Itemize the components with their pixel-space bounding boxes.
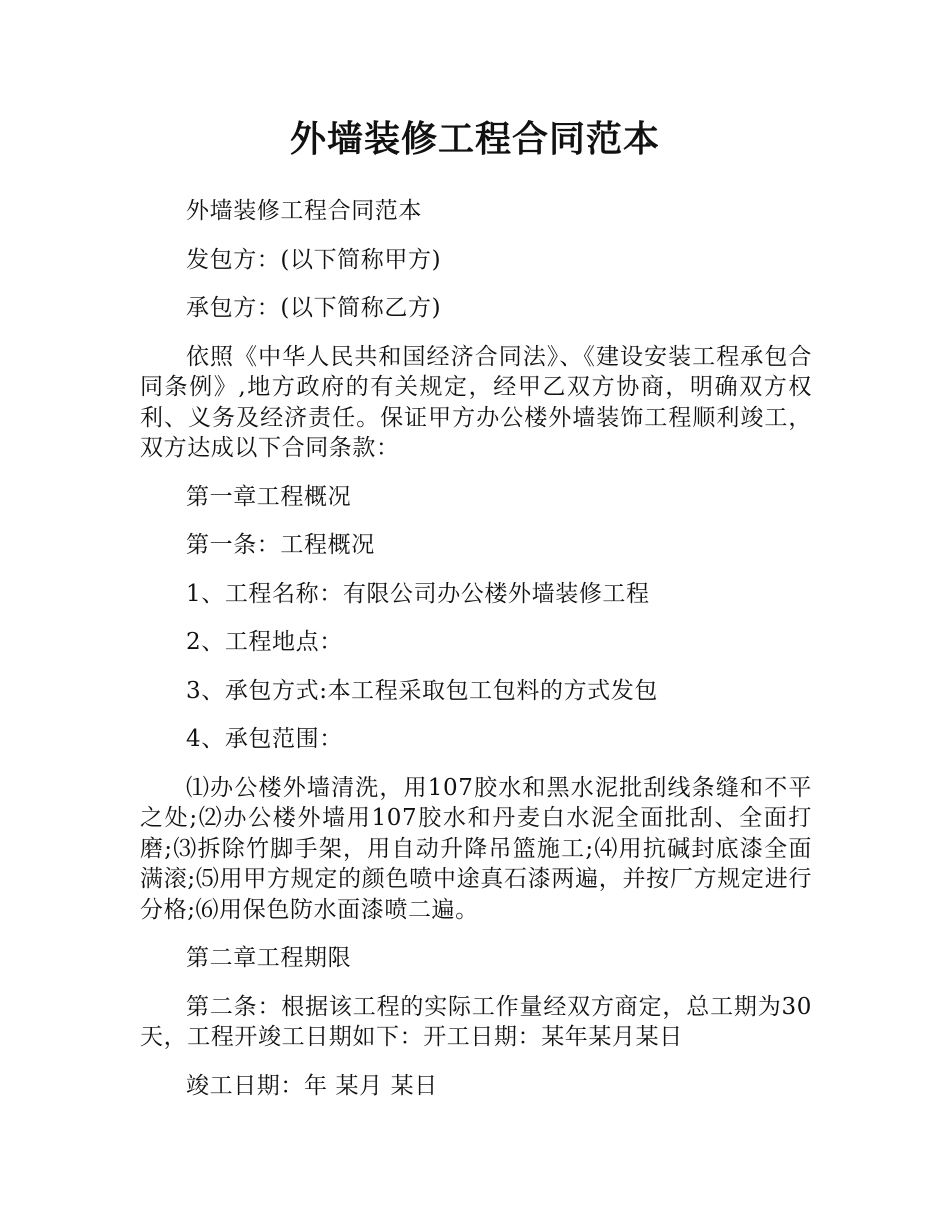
chapter-2-heading: 第二章工程期限 (186, 945, 352, 971)
preamble-paragraph: 依照《中华人民共和国经济合同法》、《建设安装工程承包合同条例》,地方政府的有关规定，经甲乙双方协商，明确双方权利、义务及经济责任。保证甲方办公楼外墙装饰工程顺利竣工，双方达成以下合同条款： (140, 343, 812, 461)
scope-details-paragraph: ⑴办公楼外墙清洗，用107胶水和黑水泥批刮线条缝和不平之处;⑵办公楼外墙用107胶水和丹麦白水泥全面批刮、全面打磨;⑶拆除竹脚手架，用自动升降吊篮施工;⑷用抗碱封底漆全面满滚;⑸用甲方规定的颜色喷中途真石漆两遍，并按厂方规定进行分格;⑹用保色防水面漆喷二遍。 (140, 774, 812, 923)
subtitle-paragraph: 外墙装修工程合同范本 (186, 198, 422, 224)
completion-date-paragraph: 竣工日期：年 某月 某日 (186, 1072, 438, 1099)
article-2-paragraph: 第二条：根据该工程的实际工作量经双方商定，总工期为30天，工程开竣工日期如下：开工日期：某年某月某日 (140, 993, 812, 1050)
project-name-paragraph: 1、工程名称：有限公司办公楼外墙装修工程 (186, 580, 650, 607)
party-b-paragraph: 承包方：(以下简称乙方) (186, 295, 442, 321)
party-a-paragraph: 发包方：(以下简称甲方) (186, 246, 442, 273)
chapter-1-heading: 第一章工程概况 (186, 483, 352, 510)
contract-scope-heading: 4、承包范围： (186, 726, 343, 752)
project-location-paragraph: 2、工程地点： (186, 629, 343, 655)
document-title: 外墙装修工程合同范本 (289, 119, 660, 160)
contract-method-paragraph: 3、承包方式:本工程采取包工包料的方式发包 (186, 677, 658, 704)
article-1-heading: 第一条：工程概况 (186, 532, 375, 558)
document-body (140, 196, 812, 1119)
